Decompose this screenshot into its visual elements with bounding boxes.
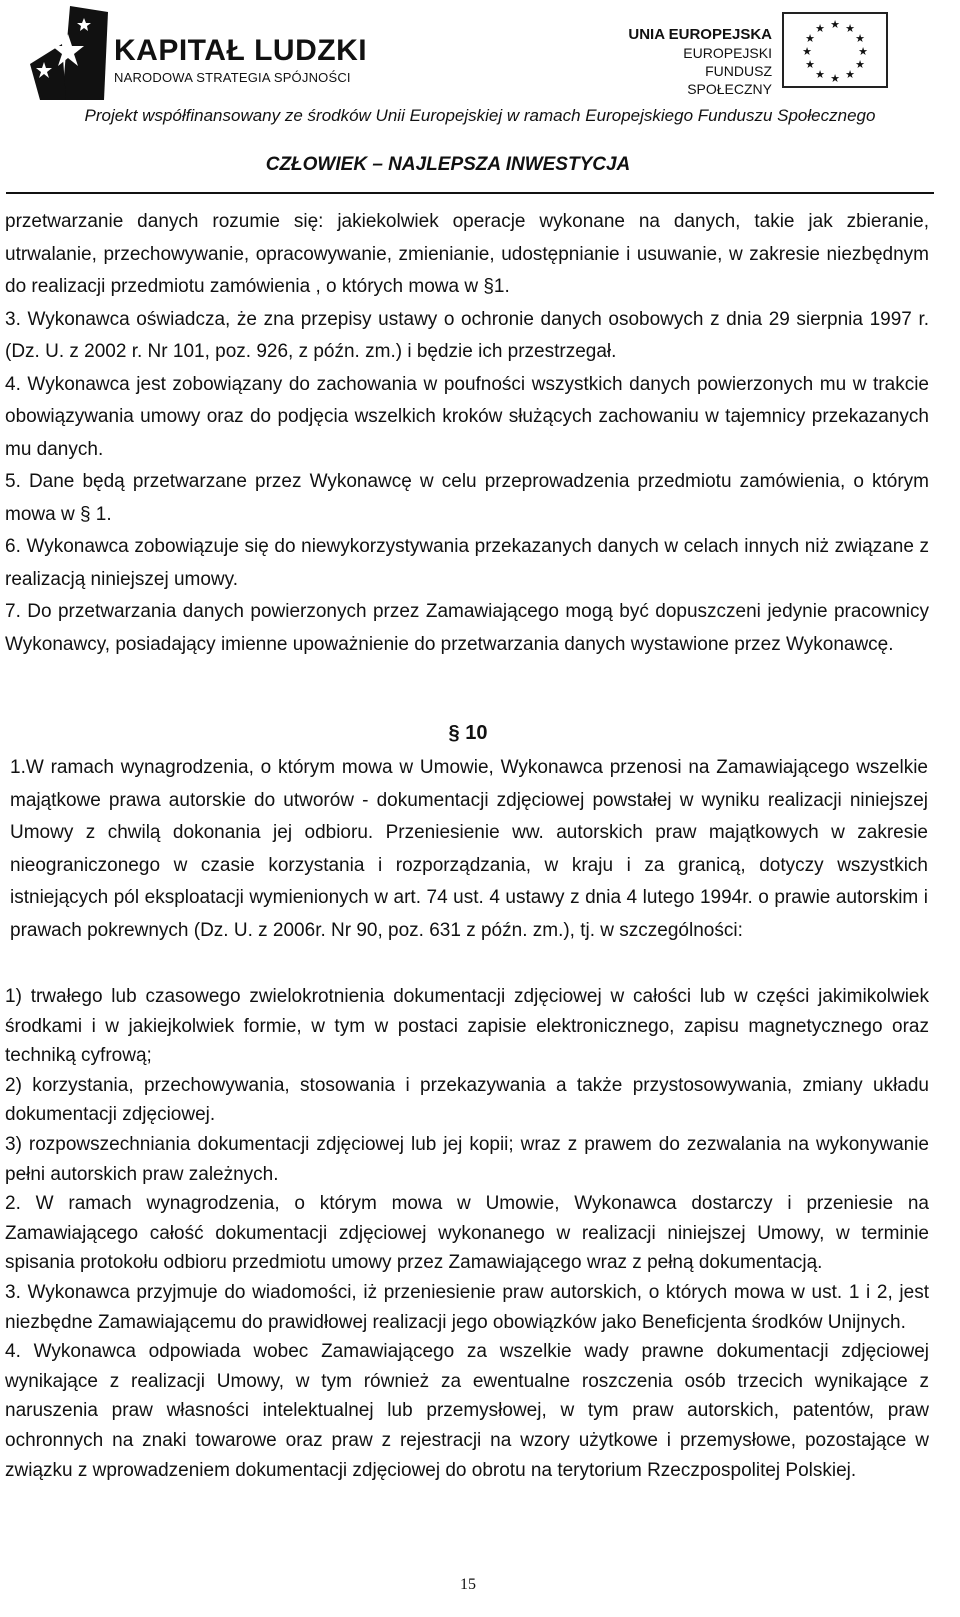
logo-subtitle: NARODOWA STRATEGIA SPÓJNOŚCI [114,70,351,85]
paragraph: 7. Do przetwarzania danych powierzonych przez Zamawiającego mogą być dopuszczeni jedynie pracownicy Wykonawcy, posiadający imienne upoważnienie do przetwarzania danych wystawione przez Wykonawcę. [5,601,929,655]
project-cofinancing-note: Projekt współfinansowany ze środków Unii Europejskiej w ramach Europejskiego Funduszu Społecznego [84,106,876,125]
svg-text:★: ★ [805,32,815,45]
eu-flag-icon [782,12,888,88]
copyright-intro [10,752,928,947]
svg-text:★: ★ [830,72,840,85]
svg-text:★: ★ [855,32,865,45]
eu-logo-line2: EUROPEJSKI [683,45,772,61]
list-item: 1) trwałego lub czasowego zwielokrotnienia dokumentacji zdjęciowej w całości lub w części jakimikolwiek środkami i w jakiejkolwiek formie, w tym w postaci zapisie elektronicznego, zapisu magnetycznego oraz techniką cyfrową; [5,986,929,1067]
list-item: 2) korzystania, przechowywania, stosowania i przekazywania a także przystosowywania, zmiany układu dokumentacji zdjęciowej. [5,1074,929,1126]
paragraph: przetwarzanie danych rozumie się: jakiekolwiek operacje wykonane na danych, takie jak zbieranie, utrwalanie, przechowywanie, opracowywanie, zmienianie, udostępnianie i usuwanie, w zakresie niezbędnym do realizacji przedmiotu zamówienia , o których mowa w §1. [5,211,929,297]
header-divider [6,192,934,194]
paragraph: 6. Wykonawca zobowiązuje się do niewykorzystywania przekazanych danych w celach innych niż związane z realizacją niniejszej umowy. [5,536,929,590]
data-processing-section [5,206,929,661]
svg-text:★: ★ [845,68,855,81]
eu-logo-line1: UNIA EUROPEJSKA [628,26,772,43]
page-number: 15 [460,1576,476,1593]
section-heading: § 10 [448,722,488,744]
paragraph: 3. Wykonawca oświadcza, że zna przepisy ustawy o ochronie danych osobowych z dnia 29 sierpnia 1997 r. (Dz. U. z 2002 r. Nr 101, poz. 926, z późn. zm.) i będzie ich przestrzegał. [5,308,929,362]
copyright-items [5,982,929,1485]
eu-logo [622,10,922,100]
list-item: 3) rozpowszechniania dokumentacji zdjęciowej lub jej kopii; wraz z prawem do zezwalania na wykonywanie pełni autorskich praw zależnych. [5,1133,929,1185]
svg-text:★: ★ [815,68,825,81]
svg-text:★: ★ [802,45,812,58]
paragraph: 4. Wykonawca jest zobowiązany do zachowania w poufności wszystkich danych powierzonych mu w trakcie obowiązywania umowy oraz do podjęcia wszelkich kroków służących zachowaniu w tajemnicy przekazanych mu danych. [5,373,929,460]
paragraph: 1.W ramach wynagrodzenia, o którym mowa w Umowie, Wykonawca przenosi na Zamawiającego wszelkie majątkowe prawa autorskie do utworów - dokumentacji zdjęciowej powstałej w wyniku realizacji niniejszej Umowy z chwilą dokonania jej odbioru. Przeniesienie ww. autorskich praw majątkowych w zakresie nieograniczonego w czasie korzystania i rozporządzania, w kraju i za granicą, dotyczy wszystkich istniejących pól eksploatacji wymienionych w art. 74 ust. 4 ustawy z dnia 4 lutego 1994r. o prawie autorskim i prawach pokrewnych (Dz. U. z 2006r. Nr 90, poz. 631 z późn. zm.), tj. w szczególności: [10,757,928,941]
eu-logo-line3: FUNDUSZ SPOŁECZNY [687,63,772,97]
svg-text:★: ★ [815,22,825,35]
kapital-ludzki-emblem-icon [22,4,112,104]
paragraph: 5. Dane będą przetwarzane przez Wykonawcę w celu przeprowadzenia przedmiotu zamówienia, o którym mowa w § 1. [5,471,929,525]
logo-title: KAPITAŁ LUDZKI [114,34,368,67]
kapital-ludzki-logo [22,4,368,104]
svg-text:★: ★ [845,22,855,35]
svg-text:★: ★ [830,18,840,31]
svg-text:★: ★ [858,45,868,58]
list-item: 4. Wykonawca odpowiada wobec Zamawiającego za wszelkie wady prawne dokumentacji zdjęciowej wynikające z realizacji Umowy, w tym również za ewentualne roszczenia osób trzecich wynikające z naruszenia praw własności intelektualnej lub przemysłowej, w tym praw autorskich, patentów, praw ochronnych na znaki towarowe oraz praw z rejestracji na wzory użytkowe i przemysłowe, pozostające w związku z wprowadzeniem dokumentacji zdjęciowej do obrotu na terytorium Rzeczpospolitej Polskiej. [5,1341,929,1481]
svg-text:★: ★ [805,58,815,71]
list-item: 3. Wykonawca przyjmuje do wiadomości, iż przeniesienie praw autorskich, o których mowa w ust. 1 i 2, jest niezbędne Zamawiającemu do prawidłowej realizacji jego obowiązków jako Beneficjenta środków Unijnych. [5,1281,929,1333]
eu-logo-text [622,26,772,98]
svg-text:★: ★ [855,58,865,71]
slogan: CZŁOWIEK – NAJLEPSZA INWESTYCJA [265,154,631,175]
list-item: 2. W ramach wynagrodzenia, o którym mowa w Umowie, Wykonawca dostarczy i przeniesie na Zamawiającego całość dokumentacji zdjęciowej wykonanego w realizacji niniejszej Umowy, w terminie spisania protokołu odbioru przedmiotu umowy przez Zamawiającego wraz z pełną dokumentacją. [5,1193,929,1274]
